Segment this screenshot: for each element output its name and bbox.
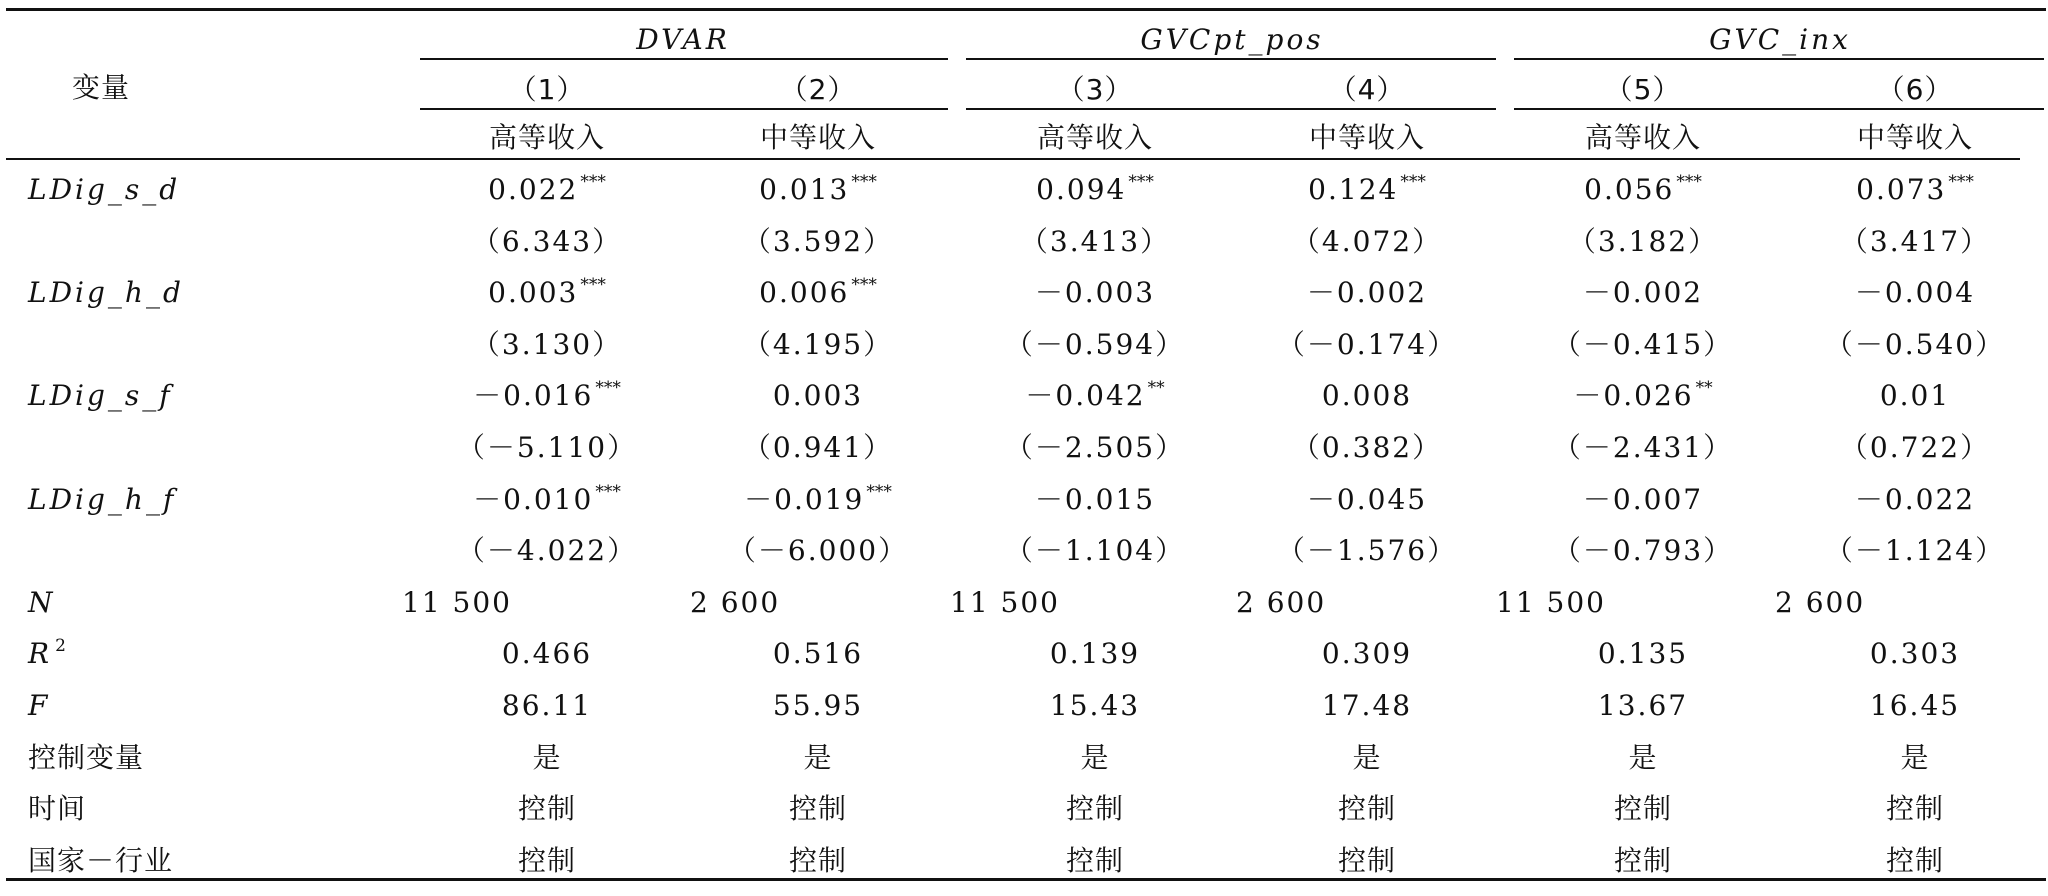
table-cell — [1036, 164, 1154, 216]
cell-value: （4.195） — [742, 327, 894, 361]
cell-value: （－1.124） — [1824, 534, 2006, 568]
significance-stars: *** — [851, 275, 877, 296]
table-cell — [1583, 474, 1703, 526]
table-cell — [728, 525, 908, 577]
number-rule-3 — [1514, 108, 2044, 110]
significance-stars: *** — [580, 275, 606, 296]
table-cell — [950, 577, 1060, 629]
table-cell — [743, 422, 893, 474]
row-label-text: F — [28, 689, 51, 722]
cell-value: （4.072） — [1291, 224, 1443, 258]
row-label — [28, 474, 176, 526]
row-label-text: 控制变量 — [28, 740, 145, 774]
significance-stars: *** — [595, 378, 621, 399]
table-cell — [1628, 732, 1657, 784]
header-bottom-rule — [6, 158, 2020, 160]
table-cell — [773, 680, 863, 732]
significance-stars: *** — [580, 172, 606, 192]
significance-stars: *** — [851, 172, 877, 192]
column-income-group: 中等收入 — [1308, 121, 1426, 154]
table-cell — [532, 732, 561, 784]
table-cell — [1020, 216, 1170, 268]
table-cell — [1050, 680, 1140, 732]
table-cell — [744, 474, 892, 526]
row-label — [28, 680, 50, 732]
cell-value: －0.002 — [1582, 276, 1704, 310]
table-cell — [502, 680, 592, 732]
cell-value: 控制 — [788, 792, 848, 826]
significance-stars: *** — [1128, 172, 1154, 192]
row-label — [28, 628, 69, 680]
table-cell — [1066, 783, 1124, 835]
cell-value: 0.01 — [1879, 379, 1951, 413]
cell-value: （－5.110） — [456, 431, 638, 464]
cell-value: 0.309 — [1321, 637, 1413, 671]
cell-value: （－4.022） — [456, 534, 638, 568]
cell-value: －0.010 — [473, 482, 594, 516]
table-cell — [1553, 525, 1733, 577]
table-cell — [690, 577, 780, 629]
cell-value: 11 500 — [950, 585, 1060, 619]
cell-value: （3.413） — [1019, 224, 1171, 258]
cell-value: －0.003 — [1034, 276, 1156, 310]
significance-stars: *** — [595, 481, 621, 502]
table-cell — [1322, 370, 1412, 422]
column-income-group: 中等收入 — [1856, 121, 1974, 154]
cell-value: 15.43 — [1049, 689, 1141, 722]
table-cell — [1855, 267, 1975, 319]
row-label — [28, 577, 56, 629]
cell-value: 控制 — [1885, 843, 1945, 877]
row-label-text: 国家－行业 — [28, 843, 174, 877]
number-rule-2 — [966, 108, 1496, 110]
cell-value: 是 — [1352, 740, 1382, 774]
column-number: （2） — [779, 73, 857, 106]
table-cell — [1900, 732, 1929, 784]
cell-value: （6.343） — [471, 224, 623, 258]
cell-value: 0.003 — [772, 379, 864, 413]
cell-value: 0.516 — [772, 637, 864, 671]
table-cell — [759, 267, 877, 319]
significance-stars: *** — [866, 481, 892, 502]
cell-value: －0.004 — [1854, 276, 1976, 310]
cell-value: －0.007 — [1582, 482, 1704, 516]
table-cell — [803, 732, 832, 784]
table-cell — [1583, 267, 1703, 319]
table-cell — [518, 783, 576, 835]
cell-value: 0.056 — [1584, 173, 1675, 206]
cell-value: 2 600 — [1775, 585, 1866, 619]
cell-value: 控制 — [1337, 792, 1397, 826]
cell-value: （－6.000） — [727, 534, 909, 568]
cell-value: （－1.104） — [1004, 534, 1186, 568]
table-cell — [1277, 525, 1457, 577]
cell-value: －0.019 — [744, 482, 865, 516]
cell-value: 86.11 — [501, 689, 593, 722]
cell-value: （－0.415） — [1552, 327, 1734, 361]
table-cell — [1584, 164, 1702, 216]
table-cell — [1870, 628, 1960, 680]
cell-value: 是 — [1900, 740, 1930, 774]
table-cell — [1840, 216, 1990, 268]
table-cell — [1825, 319, 2005, 371]
group-header-dvar: DVAR — [636, 23, 730, 56]
row-label-text: N — [28, 585, 56, 619]
group-rule-gvc-inx — [1514, 58, 2044, 60]
table-cell — [1553, 319, 1733, 371]
bottom-rule — [6, 878, 2046, 881]
cell-value: 是 — [1080, 740, 1110, 774]
cell-value: 控制 — [1613, 792, 1673, 826]
cell-value: 是 — [1628, 740, 1658, 774]
cell-value: 控制 — [1065, 792, 1125, 826]
table-cell — [1568, 216, 1718, 268]
table-cell — [1856, 164, 1974, 216]
table-cell — [1322, 628, 1412, 680]
column-income-group: 高等收入 — [1036, 121, 1154, 154]
cell-value: 是 — [803, 740, 833, 774]
cell-value: 控制 — [517, 843, 577, 877]
column-number: （6） — [1876, 73, 1954, 106]
table-cell — [488, 164, 606, 216]
cell-value: （－0.594） — [1004, 327, 1186, 361]
cell-value: 0.466 — [501, 637, 593, 671]
cell-value: （－0.540） — [1824, 327, 2006, 361]
table-cell — [1880, 370, 1950, 422]
cell-value: 是 — [532, 740, 562, 774]
cell-value: －0.042 — [1025, 379, 1146, 413]
cell-value: （3.417） — [1839, 224, 1991, 258]
row-label-text: LDig_h_d — [28, 276, 184, 310]
table-cell — [1775, 577, 1865, 629]
cell-value: 控制 — [517, 792, 577, 826]
cell-value: （－0.793） — [1552, 534, 1734, 568]
table-cell — [759, 164, 877, 216]
table-cell — [457, 525, 637, 577]
cell-value: （－2.505） — [1004, 431, 1186, 464]
cell-value: 11 500 — [402, 585, 512, 619]
table-cell — [1886, 783, 1944, 835]
table-cell — [1236, 577, 1326, 629]
table-cell — [1352, 732, 1381, 784]
cell-value: －0.026 — [1573, 379, 1694, 413]
table-cell — [502, 628, 592, 680]
row-label-text: LDig_s_d — [28, 173, 181, 206]
cell-value: （0.941） — [742, 431, 894, 464]
number-rule-1 — [420, 108, 948, 110]
table-cell — [1308, 164, 1426, 216]
row-label-superscript: 2 — [55, 636, 69, 657]
cell-value: （3.592） — [742, 224, 894, 258]
row-label-text: R — [28, 637, 53, 671]
row-label-text: LDig_h_f — [28, 482, 177, 516]
table-cell — [1614, 783, 1672, 835]
table-cell — [1005, 319, 1185, 371]
column-income-group: 高等收入 — [1584, 121, 1702, 154]
table-cell — [1292, 216, 1442, 268]
table-cell — [1598, 680, 1688, 732]
group-rule-dvar — [420, 58, 948, 60]
column-number: （4） — [1328, 73, 1406, 106]
table-cell — [1005, 525, 1185, 577]
cell-value: 0.094 — [1036, 173, 1127, 206]
column-number: （1） — [508, 73, 586, 106]
table-cell — [1825, 525, 2005, 577]
table-cell — [773, 628, 863, 680]
row-label — [28, 370, 173, 422]
cell-value: 控制 — [1337, 843, 1397, 877]
cell-value: 0.013 — [759, 173, 850, 206]
table-cell — [773, 370, 863, 422]
cell-value: －0.002 — [1306, 276, 1428, 310]
cell-value: －0.015 — [1034, 482, 1156, 516]
cell-value: 0.139 — [1049, 637, 1141, 671]
cell-value: 17.48 — [1321, 689, 1413, 722]
table-cell — [743, 319, 893, 371]
cell-value: 0.003 — [488, 276, 579, 310]
cell-value: （－2.431） — [1552, 431, 1734, 464]
cell-value: 11 500 — [1496, 585, 1606, 619]
table-cell — [1870, 680, 1960, 732]
cell-value: 控制 — [1613, 843, 1673, 877]
table-cell — [789, 783, 847, 835]
table-cell — [1025, 370, 1164, 422]
table-cell — [1496, 577, 1606, 629]
cell-value: 控制 — [1885, 792, 1945, 826]
cell-value: （0.722） — [1839, 431, 1991, 464]
table-cell — [488, 267, 606, 319]
table-cell — [1553, 422, 1733, 474]
cell-value: 0.135 — [1597, 637, 1689, 671]
cell-value: （3.182） — [1567, 224, 1719, 258]
regression-table — [0, 8, 2048, 888]
table-cell — [1307, 267, 1427, 319]
table-cell — [472, 319, 622, 371]
table-cell — [1598, 628, 1688, 680]
row-label — [28, 164, 180, 216]
table-cell — [472, 216, 622, 268]
cell-value: 控制 — [788, 843, 848, 877]
significance-stars: ** — [1695, 378, 1713, 399]
column-income-group: 中等收入 — [759, 121, 877, 154]
table-cell — [1050, 628, 1140, 680]
table-cell — [473, 474, 621, 526]
cell-value: 0.008 — [1321, 379, 1413, 413]
table-cell — [743, 216, 893, 268]
table-cell — [1277, 319, 1457, 371]
table-cell — [1035, 267, 1155, 319]
group-header-gvc-inx: GVC_inx — [1709, 23, 1851, 56]
significance-stars: *** — [1948, 172, 1974, 192]
table-cell — [1840, 422, 1990, 474]
table-cell — [1338, 783, 1396, 835]
group-header-gvcpt-pos: GVCpt_pos — [1140, 23, 1324, 56]
cell-value: 13.67 — [1597, 689, 1689, 722]
row-label — [28, 267, 184, 319]
table-cell — [473, 370, 621, 422]
table-cell — [457, 422, 637, 474]
significance-stars: *** — [1400, 172, 1426, 192]
cell-value: 0.022 — [488, 173, 579, 206]
row-label-text: 时间 — [28, 792, 87, 826]
variable-header: 变量 — [72, 71, 131, 104]
cell-value: （－1.576） — [1276, 534, 1458, 568]
table-cell — [402, 577, 512, 629]
column-number: （5） — [1604, 73, 1682, 106]
cell-value: （0.382） — [1291, 431, 1443, 464]
cell-value: 0.073 — [1856, 173, 1947, 206]
table-cell — [1005, 422, 1185, 474]
cell-value: 0.006 — [759, 276, 850, 310]
table-cell — [1307, 474, 1427, 526]
cell-value: 2 600 — [1236, 585, 1327, 619]
cell-value: －0.022 — [1854, 482, 1976, 516]
row-label-text: LDig_s_f — [28, 379, 173, 413]
row-label — [28, 732, 144, 784]
row-label — [28, 783, 86, 835]
table-cell — [1573, 370, 1712, 422]
cell-value: 0.124 — [1308, 173, 1399, 206]
cell-value: －0.045 — [1306, 482, 1428, 516]
table-cell — [1292, 422, 1442, 474]
column-number: （3） — [1056, 73, 1134, 106]
table-cell — [1855, 474, 1975, 526]
cell-value: 2 600 — [690, 585, 781, 619]
cell-value: 16.45 — [1869, 689, 1961, 722]
cell-value: 控制 — [1065, 843, 1125, 877]
cell-value: 0.303 — [1869, 637, 1961, 671]
significance-stars: *** — [1676, 172, 1702, 192]
cell-value: （－0.174） — [1276, 327, 1458, 361]
cell-value: 55.95 — [772, 689, 864, 722]
column-income-group: 高等收入 — [488, 121, 606, 154]
cell-value: －0.016 — [473, 379, 594, 413]
table-cell — [1035, 474, 1155, 526]
significance-stars: ** — [1147, 378, 1165, 399]
table-cell — [1080, 732, 1109, 784]
top-rule — [6, 8, 2046, 11]
group-rule-gvcpt-pos — [966, 58, 1496, 60]
cell-value: （3.130） — [471, 327, 623, 361]
table-cell — [1322, 680, 1412, 732]
